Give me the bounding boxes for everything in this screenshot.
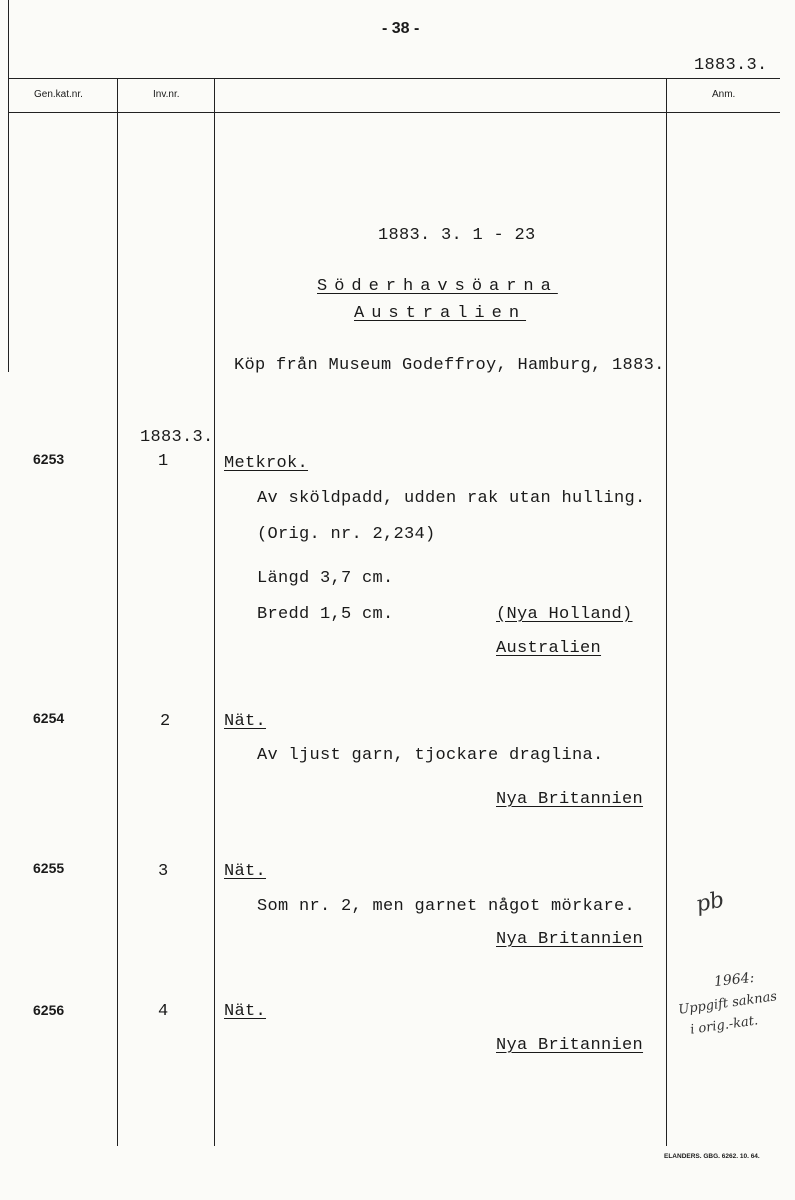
left-margin-line bbox=[8, 0, 9, 372]
column-header-anm: Anm. bbox=[712, 89, 736, 100]
gen-kat-number: 6255 bbox=[33, 860, 65, 876]
series-number: 1883. 3. 1 - 23 bbox=[378, 226, 536, 245]
handwritten-initials: pb bbox=[693, 887, 727, 918]
subregion-title: Australien bbox=[354, 304, 527, 323]
place-name: Nya Britannien bbox=[496, 790, 644, 809]
item-name: Nät. bbox=[224, 712, 267, 731]
page-number: - 38 - bbox=[382, 20, 420, 37]
item-width: Bredd 1,5 cm. bbox=[257, 605, 394, 624]
item-name: Nät. bbox=[224, 1002, 267, 1021]
item-description: Som nr. 2, men garnet något mörkare. bbox=[257, 897, 636, 916]
inv-number: 4 bbox=[158, 1002, 169, 1021]
handwritten-note-line: Uppgift saknas bbox=[677, 989, 778, 1018]
inv-prefix: 1883.3. bbox=[140, 428, 214, 447]
column-divider-2 bbox=[214, 78, 215, 1146]
item-description: Av sköldpadd, udden rak utan hulling. bbox=[257, 489, 646, 508]
column-divider-1 bbox=[117, 78, 118, 1146]
inv-number: 1 bbox=[158, 452, 169, 471]
header-bottom-rule bbox=[8, 112, 780, 113]
column-header-gen-kat: Gen.kat.nr. bbox=[34, 89, 83, 100]
item-name: Metkrok. bbox=[224, 454, 309, 473]
inv-number: 2 bbox=[160, 712, 171, 731]
inv-number: 3 bbox=[158, 862, 169, 881]
handwritten-note-year: 1964: bbox=[713, 969, 756, 991]
printer-imprint: ELANDERS. GBG. 6262. 10. 64. bbox=[664, 1153, 760, 1160]
handwritten-note-line: i orig.-kat. bbox=[689, 1013, 760, 1038]
region-title: Söderhavsöarna bbox=[317, 277, 558, 296]
purchase-note: Köp från Museum Godeffroy, Hamburg, 1883. bbox=[234, 356, 665, 375]
original-number: (Orig. nr. 2,234) bbox=[257, 525, 436, 544]
place-name: Nya Britannien bbox=[496, 1036, 644, 1055]
gen-kat-number: 6253 bbox=[33, 451, 65, 467]
column-divider-3 bbox=[666, 78, 667, 1146]
gen-kat-number: 6256 bbox=[33, 1002, 65, 1018]
gen-kat-number: 6254 bbox=[33, 710, 65, 726]
year-reference: 1883.3. bbox=[694, 56, 768, 75]
item-name: Nät. bbox=[224, 862, 267, 881]
item-description: Av ljust garn, tjockare draglina. bbox=[257, 746, 604, 765]
column-header-inv: Inv.nr. bbox=[153, 89, 180, 100]
header-top-rule bbox=[8, 78, 780, 79]
place-name: (Nya Holland) bbox=[496, 605, 633, 624]
place-name: Nya Britannien bbox=[496, 930, 644, 949]
place-country: Australien bbox=[496, 639, 602, 658]
item-length: Längd 3,7 cm. bbox=[257, 569, 394, 588]
